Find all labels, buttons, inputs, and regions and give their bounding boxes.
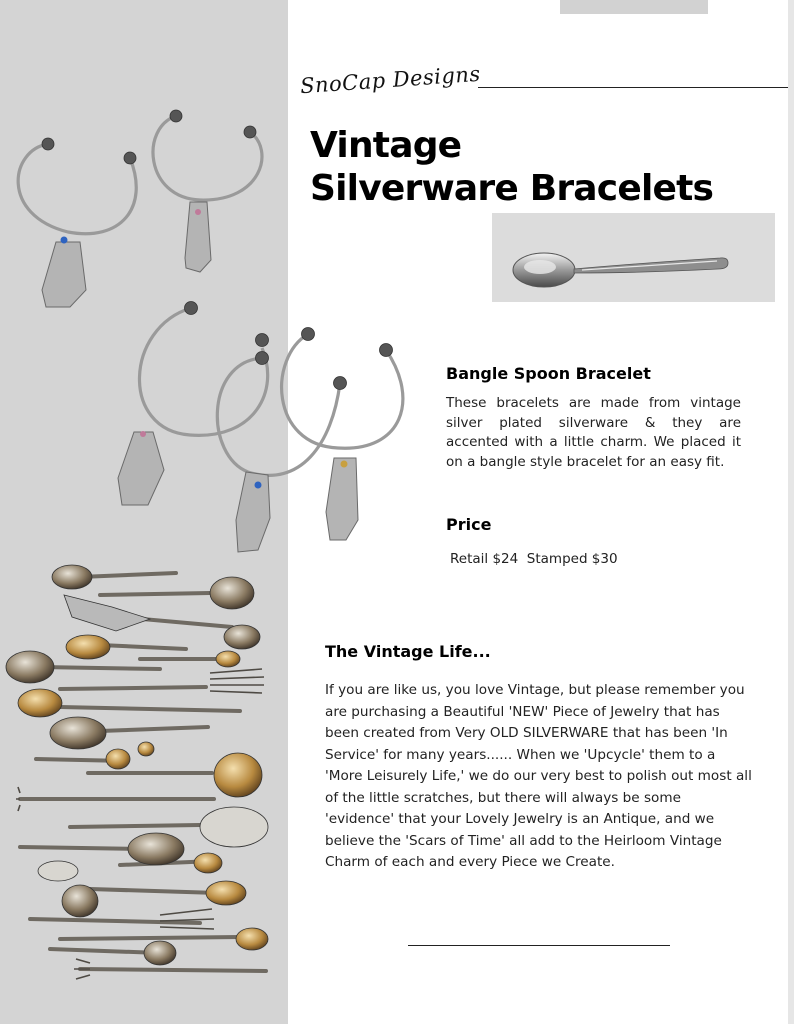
price-heading: Price — [446, 515, 492, 534]
product-description: These bracelets are made from vintage silver plated silverware & they are accented with a little charm. We placed it on a bangle style bracelet for an easy fit. — [446, 395, 741, 470]
story-body: If you are like us, you love Vintage, but please remember you are purchasing a Beautiful 'NEW' Piece of Jewelry that has been created from Very OLD SILVERWARE that has been 'In Service' for many years...... When we 'Upcycle' them to a 'More Leisurely Life,' we do our very best to polish out most all of the little scratches, but there will always be some 'evidence' that your Lovely Jewelry is an Antique, and we believe the 'Scars of Time' all add to the Heirloom Vintage Charm of each and every Piece we Create. — [325, 682, 752, 870]
brand-divider — [478, 87, 788, 88]
bracelets-photo — [0, 100, 430, 560]
title-line-1: Vintage — [310, 125, 462, 166]
vintage-silverware-photo — [0, 555, 288, 995]
title-line-2: Silverware Bracelets — [310, 168, 714, 209]
right-edge-strip — [788, 0, 794, 1024]
story-heading: The Vintage Life... — [325, 642, 491, 661]
bottom-divider — [408, 945, 670, 946]
price-value: Retail $24 Stamped $30 — [450, 551, 618, 567]
brand-logo: SnoCap Designs — [299, 61, 482, 99]
product-title: Bangle Spoon Bracelet — [446, 364, 651, 383]
top-gray-tab — [560, 0, 708, 14]
spoon-photo — [492, 213, 775, 302]
spoon-illustration — [492, 213, 775, 302]
